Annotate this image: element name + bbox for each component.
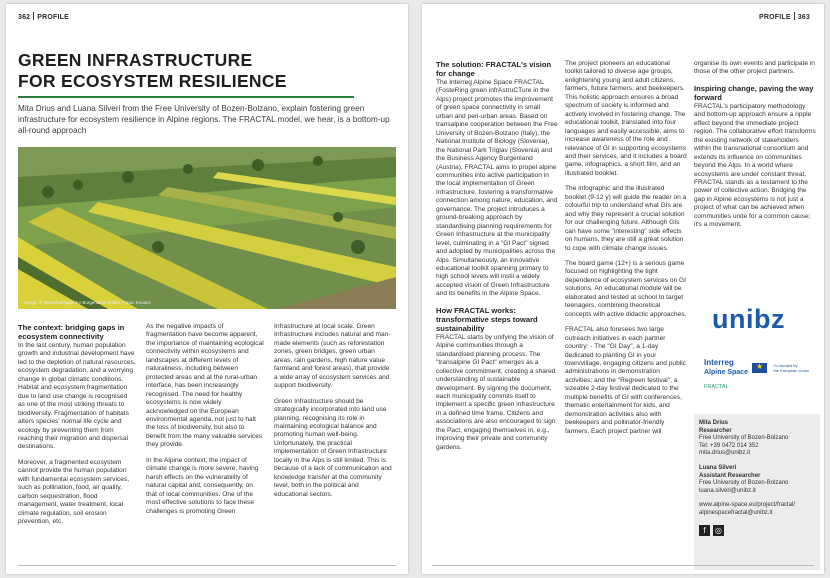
photo-credit: Image: © Wirtschaftsagentur Burgenland GmbH, Fotos: Kovacs (24, 300, 151, 305)
paragraph: The infographic and the illustrated booklet (9-12 y) will guide the reader on a colourful trip to understand what GIs are and why they represent a crucial solution for our challenging future. Although GIs can have some "interesting" side effects on humans, they are still a great solution to cope with climate change issues. (565, 185, 687, 252)
left-column-1 (18, 323, 136, 534)
contact-name: Mita Drius (699, 420, 729, 426)
paragraph: Green Infrastructure should be strategically incorporated into land use planning, recognising its role in maintaining ecological balance and promoting human well-being. Unfortunately, the practical implementation of Green Infrastructure locally in the Alps is still limited. This is because of a lack of communication and knowledge transfer at the community level, both in the political and educational sectors. (274, 397, 392, 498)
project-email[interactable]: alpinespacefractal@unibz.it (699, 509, 773, 516)
right-column-3 (694, 60, 816, 237)
contact-email[interactable]: mita.drius@unibz.it (699, 450, 751, 457)
landscape-photo (18, 147, 396, 309)
title-line-2: FOR ECOSYSTEM RESILIENCE (18, 71, 287, 91)
left-page (6, 4, 408, 574)
contact-name: Luana Silveri (699, 464, 737, 471)
fractal-label: FRACTAL (704, 384, 729, 390)
page-number: 363 (797, 14, 810, 21)
bottom-rule (432, 565, 814, 566)
lede: Mita Drius and Luana Silveri from the Free University of Bozen-Bolzano, explain fostering green infrastructure for ecosystem resilience in Alpine regions. The FRACTAL model, we hear, is a bottom-up all-round approach (18, 104, 390, 135)
paragraph: As the negative impacts of fragmentation have become apparent, the importance of maintaining ecological connectivity within ecosystems and landscapes at different levels of naturaliness, including between protected areas and at the rural-urban interface, has been increasingly recognised. The need for healthy ecosystems is now widely acknowledged on the European environmental agenda, not just to halt the loss of biodiversity, but also to benefit from the many valuable services they provide. (146, 323, 264, 449)
right-page (422, 4, 824, 574)
contact-org: Free University of Bozen-Bolzano (699, 480, 789, 487)
paragraph: The Interreg Alpine Space FRACTAL (FosteRing green infrAstruCTure in the Alps) project promotes the improvement of green space connectivity in small urban and peri-urban areas. Based on transalpine cooperation between the Free University of Bozen-Bolzano (Italy), the National Institute of Biology (Slovenia), the National Park Triglav (Slovenia) and the Business Agency Burgenland (Austria), FRACTAL aims to propel alpine communities into active participation in the local implementation of Green Infrastructure, fostering a transformative connection among nature, education, and governance. The project introduces a ground-breaking approach by standardising planning requirements for Green Infrastructure at the municipality level, culminating in a "GI Pact" signed and adopted by municipalities across the Alps. Simultaneously, an innovative educational toolkit spanning primary to high school levels will instil a widely accepted vision of Green Infrastructure and its benefits in the Alpine Space. (436, 79, 558, 298)
paragraph: Infrastructure at local scale. Green Infrastructure includes natural and man-made elements (such as reforestation zones, green bridges, green urban areas, rain gardens, high nature value farmland and forest areas), that provide a wide array of ecosystem services and support biodiversity. (274, 323, 391, 390)
social-links (699, 525, 815, 537)
page-header-left (18, 12, 69, 21)
contact-org: Free University of Bozen-Bolzano (699, 435, 789, 442)
contact-box (694, 414, 820, 570)
title-line-1: GREEN INFRASTRUCTURE (18, 50, 253, 70)
section-heading: The solution: FRACTAL's vision for change (436, 60, 552, 78)
right-column-1 (436, 60, 558, 459)
eu-flag-icon (752, 363, 767, 373)
page-header-right (759, 12, 810, 21)
paragraph: FRACTAL starts by unifying the vision of Alpine communities through a standardised planning process. The "transalpine GI Pact" emerges as a collective commitment, creating a shared understanding of sustainable development. By signing the document, each municipality commits itself to implement a specific green infrastructure in a defined time frame. Citizens and associations are also encouraged to sign the Pact, engaging themselves in, e.g., improving their private and community gardens. (436, 333, 556, 451)
eu-funding-badge (752, 359, 814, 373)
interreg-label: Interreg (704, 358, 734, 367)
left-column-2 (146, 323, 264, 523)
paragraph: Moreover, a fragmented ecosystem cannot provide the human population with fundamental ecosystem services, such as pollination, food, air quality, carbon sequestration, flood management, water treatment, local climate regulation, soil erosion prevention, etc. (18, 458, 130, 526)
paragraph: The board game (12+) is a serious game focused on highlighting the tight dependence of ecosystem services on GI solutions. An educational module will be elaborated and tested at school to target teenagers, combining theoretical concepts with active didactic approaches. (565, 259, 687, 318)
eu-text: Co-funded by the European Union (773, 362, 810, 373)
bottom-rule (18, 565, 396, 566)
section-label: PROFILE (37, 14, 70, 21)
contact-role: Assistant Researcher (699, 472, 761, 479)
paragraph: FRACTAL's participatory methodology and bottom-up approach ensure a ripple effect beyond the immediate project region. The collaborative effort transforms the existing network of stakeholders within the transnational consortium and extends its influence on communities beyond the Alps. In a world where ecosystems are under constant threat, FRACTAL stands as a testament to the power of collective action. Bridging the gap in Alpine ecosystems is not just a project of what can be achieved when communities unite for a common cause; it's a movement. (694, 102, 816, 229)
page-number: 362 (18, 14, 31, 21)
article-title (18, 50, 398, 92)
paragraph: The project pioneers an educational toolkit tailored to diverse age groups, enlightening young and adult citizens, farmers, future farmers, and beekeepers. This holistic approach ensures a broad spectrum of society is informed and actively involved in fostering change. The educational toolkit, translated into four languages and easily accessible, aims to increase awareness of the role and relevance of GI in supporting ecosystems and their services, and it includes a board game, infographics, a short film, and an illustrated booklet. (565, 60, 687, 177)
paragraph: FRACTAL also foresees two large outreach initiatives in each partner country: - The "GI Day", a 1-day dedicated to planting GI in your town/village, engaging citizens and public administrations in demonstration activities; and the "Regreen festival", a sizeable 2-day festival dedicated to the multiple benefits of GI with conferences, thematic entertainment for kids, and demonstration activities also with beekeepers and pollinator-friendly farmers. Each project partner will (565, 326, 686, 435)
right-column-2 (565, 60, 687, 443)
contact-role: Researcher (699, 427, 732, 434)
section-heading: How FRACTAL works: transformative steps toward sustainability (436, 305, 538, 333)
facebook-icon[interactable]: f (699, 525, 710, 536)
section-heading: Inspiring change, paving the way forward (694, 83, 814, 102)
title-rule (18, 96, 354, 98)
alpine-space-label: Alpine Space (704, 369, 748, 376)
section-heading: The context: bridging gaps in ecosystem connectivity (18, 323, 125, 341)
contact-email[interactable]: luana.silveri@unibz.it (699, 487, 756, 494)
contact-phone: Tel: +39 0472 014 352 (699, 442, 759, 449)
project-url[interactable]: www.alpine-space.eu/project/fractal/ (699, 502, 796, 509)
paragraph: organise its own events and participate in those of the other project partners. (694, 60, 815, 76)
left-column-3 (274, 323, 394, 506)
instagram-icon[interactable]: ◎ (713, 525, 724, 536)
section-label: PROFILE (758, 14, 791, 21)
paragraph: In the Alpine context, the impact of climate change is more severe, having harsh effects on the vulnerability of natural capital and, consequently, on that of local communities. One of the most effective solutions to face these challenges is promoting Green (146, 456, 259, 515)
unibz-logo: unibz (712, 304, 785, 334)
paragraph: In the last century, human population growth and industrial development have led to the depletion of natural resources, ecosystem degradation, and a worrying change in global climatic conditions. Habitat and ecosystem fragmentation due to land use change is recognised as one of the most striking threats to biodiversity. Fragmentation of habitats alters species' normal life cycle and ecology by preventing them from reaching their migration and dispersal destinations. (18, 342, 136, 451)
